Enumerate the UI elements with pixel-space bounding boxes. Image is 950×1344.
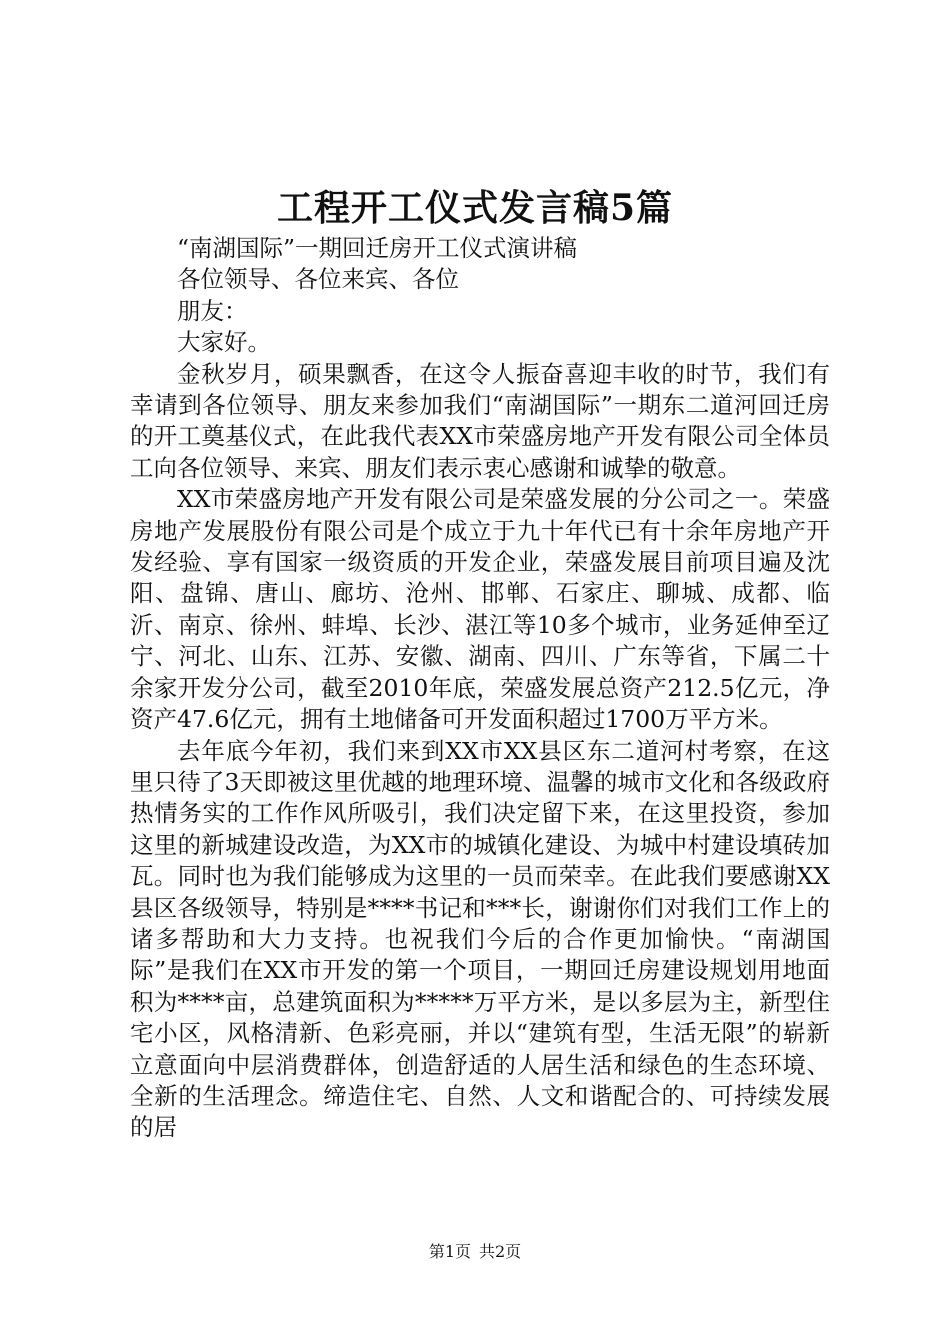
page-count: 共2页 bbox=[479, 1242, 522, 1261]
salutation-line: 各位领导、各位来宾、各位 bbox=[177, 265, 459, 294]
document-body bbox=[130, 233, 830, 1144]
speech-heading: “南湖国际”一期回迁房开工仪式演讲稿 bbox=[177, 234, 578, 262]
body-paragraph: 金秋岁月，硕果飘香，在这令人振奋喜迎丰收的时节，我们有幸请到各位领导、朋友来参加我们“南湖国际”一期东二道河回迁房的开工奠基仪式，在此我代表XX市荣盛房地产开发有限公司全体员工向各位领导、来宾、朋友们表示衷心感谢和诚挚的敬意。 bbox=[130, 359, 830, 482]
body-paragraph: 去年底今年初，我们来到XX市XX县区东二道河村考察，在这里只待了3天即被这里优越的地理环境、温馨的城市文化和各级政府热情务实的工作作风所吸引，我们决定留下来，在这里投资，参加这里的新城建设改造，为XX市的城镇化建设、为城中村建设填砖加瓦。同时也为我们能够成为这里的一员而荣幸。在此我们要感谢XX县区各级领导，特别是****书记和***长，谢谢你们对我们工作上的诸多帮助和大力支持。也祝我们今后的合作更加愉快。“南湖国际”是我们在XX市开发的第一个项目，一期回迁房建设规划用地面积为****亩，总建筑面积为*****万平方米，是以多层为主，新型住宅小区，风格清新、色彩亮丽，并以“建筑有型，生活无限”的崭新立意面向中层消费群体，创造舒适的人居生活和绿色的生态环境、全新的生活理念。缔造住宅、自然、人文和谐配合的、可持续发展的居 bbox=[130, 736, 830, 1142]
body-paragraph: XX市荣盛房地产开发有限公司是荣盛发展的分公司之一。荣盛房地产发展股份有限公司是个成立于九十年代已有十余年房地产开发经验、享有国家一级资质的开发企业，荣盛发展目前项目遍及沈阳、盘锦、唐山、廊坊、沧州、邯郸、石家庄、聊城、成都、临沂、南京、徐州、蚌埠、长沙、湛江等10多个城市，业务延伸至辽宁、河北、山东、江苏、安徽、湖南、四川、广东等省，下属二十余家开发分公司，截至2010年底，荣盛发展总资产212.5亿元，净资产47.6亿元，拥有土地储备可开发面积超过1700万平方米。 bbox=[130, 485, 830, 734]
page-footer bbox=[0, 1240, 950, 1264]
page-number: 第1页 bbox=[428, 1242, 471, 1261]
document-title: 工程开工仪式发言稿5篇 bbox=[276, 187, 674, 229]
greeting-line: 大家好。 bbox=[177, 328, 271, 357]
salutation-line: 朋友： bbox=[177, 296, 248, 325]
